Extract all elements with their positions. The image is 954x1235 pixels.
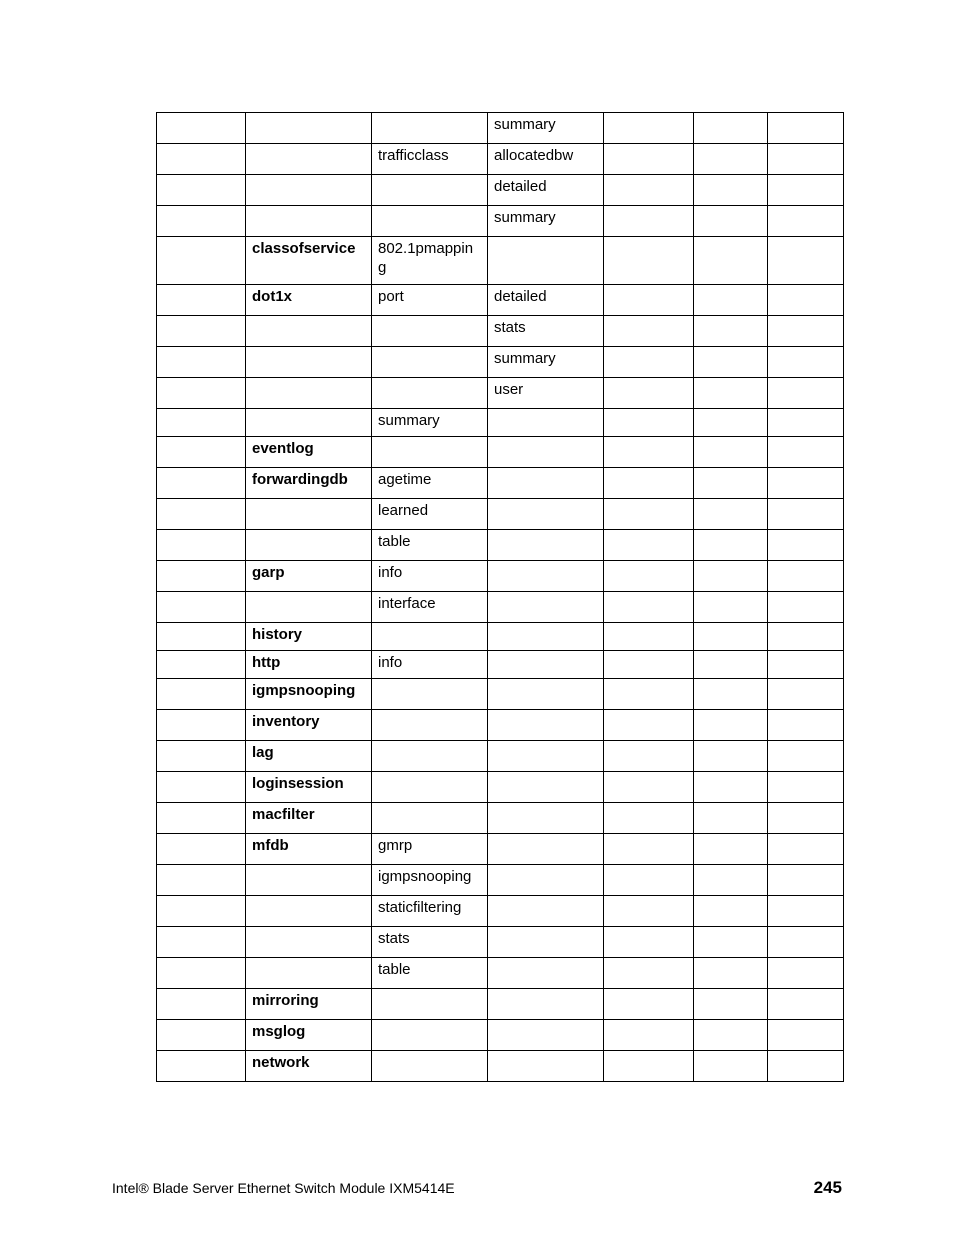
table-cell-c7	[768, 896, 844, 927]
table-cell-c3: 802.1pmapping	[372, 237, 488, 285]
table-row	[157, 592, 844, 623]
table-cell-c7	[768, 651, 844, 679]
table-cell-c4	[488, 679, 604, 710]
table-row	[157, 468, 844, 499]
table-cell-c6	[694, 530, 768, 561]
table-cell-c5	[604, 437, 694, 468]
table-cell-c7	[768, 206, 844, 237]
table-cell-c3	[372, 113, 488, 144]
table-cell-c7	[768, 623, 844, 651]
table-cell-c7	[768, 1051, 844, 1082]
table-cell-c6	[694, 741, 768, 772]
table-row	[157, 437, 844, 468]
table-row	[157, 347, 844, 378]
table-cell-c3	[372, 679, 488, 710]
table-cell-c2	[246, 409, 372, 437]
table-cell-c1	[157, 113, 246, 144]
table-cell-c4	[488, 989, 604, 1020]
footer-title: Intel® Blade Server Ethernet Switch Module IXM5414E	[112, 1180, 455, 1196]
table-cell-c7	[768, 679, 844, 710]
table-cell-c2: classofservice	[246, 237, 372, 285]
table-cell-c7	[768, 1020, 844, 1051]
table-row	[157, 679, 844, 710]
table-cell-c6	[694, 989, 768, 1020]
table-cell-c3	[372, 623, 488, 651]
table-cell-c7	[768, 803, 844, 834]
table-cell-c5	[604, 468, 694, 499]
table-cell-c1	[157, 772, 246, 803]
table-cell-c7	[768, 144, 844, 175]
table-cell-c5	[604, 772, 694, 803]
table-cell-c5	[604, 865, 694, 896]
table-row	[157, 623, 844, 651]
table-cell-c7	[768, 530, 844, 561]
table-cell-c2	[246, 865, 372, 896]
table-cell-c5	[604, 679, 694, 710]
table-cell-c4	[488, 834, 604, 865]
table-cell-c7	[768, 772, 844, 803]
table-cell-c5	[604, 927, 694, 958]
table-cell-c5	[604, 206, 694, 237]
table-cell-c1	[157, 237, 246, 285]
table-cell-c6	[694, 896, 768, 927]
table-cell-c2	[246, 316, 372, 347]
table-cell-c1	[157, 896, 246, 927]
table-row	[157, 144, 844, 175]
table-cell-c2: mfdb	[246, 834, 372, 865]
table-cell-c4	[488, 561, 604, 592]
table-cell-c1	[157, 468, 246, 499]
table-cell-c7	[768, 927, 844, 958]
table-cell-c5	[604, 175, 694, 206]
table-cell-c5	[604, 1051, 694, 1082]
table-cell-c3: interface	[372, 592, 488, 623]
table-cell-c4	[488, 865, 604, 896]
table-cell-c7	[768, 347, 844, 378]
table-cell-c5	[604, 561, 694, 592]
table-cell-c6	[694, 144, 768, 175]
table-cell-c3: agetime	[372, 468, 488, 499]
table-cell-c5	[604, 113, 694, 144]
table-cell-c1	[157, 989, 246, 1020]
table-cell-c7	[768, 989, 844, 1020]
table-cell-c2: msglog	[246, 1020, 372, 1051]
table-cell-c1	[157, 651, 246, 679]
table-cell-c1	[157, 409, 246, 437]
table-cell-c1	[157, 1020, 246, 1051]
table-cell-c1	[157, 499, 246, 530]
table-row	[157, 989, 844, 1020]
table-cell-c4: detailed	[488, 175, 604, 206]
table-cell-c3: stats	[372, 927, 488, 958]
table-cell-c3	[372, 206, 488, 237]
table-cell-c2: dot1x	[246, 285, 372, 316]
table-cell-c4	[488, 623, 604, 651]
table-cell-c3	[372, 1051, 488, 1082]
table-cell-c6	[694, 237, 768, 285]
table-cell-c3: table	[372, 530, 488, 561]
table-cell-c2: history	[246, 623, 372, 651]
table-cell-c6	[694, 175, 768, 206]
table-cell-c1	[157, 865, 246, 896]
table-cell-c6	[694, 651, 768, 679]
table-cell-c3	[372, 741, 488, 772]
table-cell-c3	[372, 772, 488, 803]
page-number: 245	[813, 1178, 842, 1197]
table-cell-c6	[694, 285, 768, 316]
table-cell-c7	[768, 865, 844, 896]
table-cell-c2	[246, 530, 372, 561]
table-cell-c1	[157, 679, 246, 710]
table-cell-c1	[157, 592, 246, 623]
table-cell-c3	[372, 175, 488, 206]
table-cell-c6	[694, 113, 768, 144]
table-cell-c3: gmrp	[372, 834, 488, 865]
table-cell-c5	[604, 409, 694, 437]
table-cell-c2: mirroring	[246, 989, 372, 1020]
table-cell-c4: summary	[488, 347, 604, 378]
table-cell-c7	[768, 499, 844, 530]
table-row	[157, 958, 844, 989]
table-row	[157, 1020, 844, 1051]
table-cell-c6	[694, 958, 768, 989]
table-cell-c7	[768, 175, 844, 206]
table-cell-c4	[488, 499, 604, 530]
table-cell-c6	[694, 409, 768, 437]
table-cell-c4: summary	[488, 206, 604, 237]
table-cell-c3: staticfiltering	[372, 896, 488, 927]
table-cell-c3: info	[372, 651, 488, 679]
table-cell-c7	[768, 113, 844, 144]
command-table	[156, 112, 844, 1082]
table-cell-c3	[372, 989, 488, 1020]
table-row	[157, 206, 844, 237]
table-cell-c1	[157, 144, 246, 175]
table-cell-c5	[604, 347, 694, 378]
table-cell-c5	[604, 834, 694, 865]
table-cell-c6	[694, 499, 768, 530]
table-cell-c4	[488, 592, 604, 623]
table-cell-c6	[694, 803, 768, 834]
table-cell-c1	[157, 958, 246, 989]
table-cell-c3	[372, 347, 488, 378]
table-cell-c7	[768, 437, 844, 468]
table-cell-c3	[372, 803, 488, 834]
table-cell-c5	[604, 1020, 694, 1051]
table-cell-c4: stats	[488, 316, 604, 347]
table-cell-c4	[488, 803, 604, 834]
table-cell-c6	[694, 710, 768, 741]
table-cell-c4	[488, 1020, 604, 1051]
table-cell-c2: garp	[246, 561, 372, 592]
table-cell-c5	[604, 803, 694, 834]
table-cell-c7	[768, 378, 844, 409]
table-cell-c7	[768, 592, 844, 623]
table-row	[157, 896, 844, 927]
table-cell-c5	[604, 237, 694, 285]
table-cell-c1	[157, 285, 246, 316]
table-cell-c1	[157, 803, 246, 834]
table-cell-c2: loginsession	[246, 772, 372, 803]
table-cell-c1	[157, 927, 246, 958]
table-row	[157, 409, 844, 437]
table-cell-c1	[157, 530, 246, 561]
table-cell-c4: user	[488, 378, 604, 409]
table-cell-c3: trafficclass	[372, 144, 488, 175]
table-row	[157, 378, 844, 409]
table-cell-c1	[157, 437, 246, 468]
table-row	[157, 651, 844, 679]
table-cell-c6	[694, 927, 768, 958]
table-cell-c6	[694, 347, 768, 378]
table-cell-c5	[604, 989, 694, 1020]
table-cell-c2: http	[246, 651, 372, 679]
table-cell-c4	[488, 772, 604, 803]
table-cell-c4	[488, 437, 604, 468]
table-cell-c3: info	[372, 561, 488, 592]
table-row	[157, 499, 844, 530]
table-cell-c4: detailed	[488, 285, 604, 316]
table-cell-c5	[604, 144, 694, 175]
table-cell-c3: table	[372, 958, 488, 989]
table-cell-c4	[488, 896, 604, 927]
table-row	[157, 834, 844, 865]
table-cell-c6	[694, 592, 768, 623]
table-cell-c1	[157, 834, 246, 865]
table-cell-c3	[372, 437, 488, 468]
table-row	[157, 237, 844, 285]
table-cell-c1	[157, 316, 246, 347]
table-cell-c6	[694, 437, 768, 468]
table-cell-c4	[488, 710, 604, 741]
table-row	[157, 285, 844, 316]
table-cell-c3	[372, 1020, 488, 1051]
table-cell-c5	[604, 530, 694, 561]
table-cell-c5	[604, 316, 694, 347]
command-table-body	[157, 113, 844, 1082]
table-cell-c4	[488, 237, 604, 285]
table-row	[157, 927, 844, 958]
table-cell-c1	[157, 347, 246, 378]
table-cell-c5	[604, 378, 694, 409]
table-cell-c5	[604, 958, 694, 989]
table-cell-c7	[768, 409, 844, 437]
table-row	[157, 865, 844, 896]
table-cell-c2: forwardingdb	[246, 468, 372, 499]
table-row	[157, 561, 844, 592]
table-cell-c1	[157, 378, 246, 409]
table-cell-c4	[488, 741, 604, 772]
table-cell-c6	[694, 623, 768, 651]
table-cell-c2	[246, 592, 372, 623]
table-cell-c5	[604, 741, 694, 772]
table-cell-c1	[157, 561, 246, 592]
table-cell-c3	[372, 378, 488, 409]
table-cell-c6	[694, 316, 768, 347]
table-cell-c1	[157, 175, 246, 206]
table-cell-c7	[768, 741, 844, 772]
table-cell-c7	[768, 834, 844, 865]
table-cell-c6	[694, 561, 768, 592]
table-cell-c4	[488, 530, 604, 561]
table-cell-c4	[488, 409, 604, 437]
table-cell-c2: macfilter	[246, 803, 372, 834]
table-cell-c4	[488, 958, 604, 989]
table-cell-c2	[246, 378, 372, 409]
table-cell-c5	[604, 651, 694, 679]
table-cell-c1	[157, 623, 246, 651]
table-cell-c4	[488, 651, 604, 679]
table-cell-c6	[694, 772, 768, 803]
table-cell-c3: learned	[372, 499, 488, 530]
table-cell-c6	[694, 206, 768, 237]
table-row	[157, 530, 844, 561]
table-cell-c4	[488, 927, 604, 958]
table-cell-c2: eventlog	[246, 437, 372, 468]
table-cell-c2	[246, 347, 372, 378]
table-cell-c2: igmpsnooping	[246, 679, 372, 710]
table-cell-c6	[694, 468, 768, 499]
table-cell-c6	[694, 378, 768, 409]
table-cell-c3: port	[372, 285, 488, 316]
table-cell-c2	[246, 896, 372, 927]
table-cell-c7	[768, 958, 844, 989]
table-cell-c2	[246, 175, 372, 206]
table-cell-c5	[604, 592, 694, 623]
table-cell-c2	[246, 206, 372, 237]
table-cell-c7	[768, 710, 844, 741]
table-cell-c2	[246, 144, 372, 175]
table-cell-c5	[604, 896, 694, 927]
table-row	[157, 710, 844, 741]
table-cell-c4: summary	[488, 113, 604, 144]
table-cell-c1	[157, 1051, 246, 1082]
table-cell-c6	[694, 1020, 768, 1051]
table-cell-c7	[768, 316, 844, 347]
table-cell-c3: summary	[372, 409, 488, 437]
table-cell-c6	[694, 1051, 768, 1082]
table-row	[157, 113, 844, 144]
table-cell-c7	[768, 237, 844, 285]
table-cell-c2: inventory	[246, 710, 372, 741]
table-row	[157, 772, 844, 803]
table-cell-c4	[488, 1051, 604, 1082]
table-cell-c1	[157, 206, 246, 237]
table-row	[157, 803, 844, 834]
table-cell-c4: allocatedbw	[488, 144, 604, 175]
table-cell-c4	[488, 468, 604, 499]
table-cell-c2	[246, 113, 372, 144]
table-row	[157, 1051, 844, 1082]
table-cell-c3: igmpsnooping	[372, 865, 488, 896]
table-row	[157, 316, 844, 347]
table-cell-c2	[246, 499, 372, 530]
table-cell-c7	[768, 468, 844, 499]
table-cell-c2	[246, 927, 372, 958]
table-row	[157, 741, 844, 772]
table-cell-c5	[604, 623, 694, 651]
table-cell-c6	[694, 834, 768, 865]
table-cell-c2: lag	[246, 741, 372, 772]
table-cell-c2	[246, 958, 372, 989]
table-cell-c7	[768, 285, 844, 316]
table-cell-c5	[604, 710, 694, 741]
table-cell-c7	[768, 561, 844, 592]
table-cell-c6	[694, 679, 768, 710]
table-cell-c1	[157, 710, 246, 741]
table-cell-c5	[604, 499, 694, 530]
table-cell-c6	[694, 865, 768, 896]
table-row	[157, 175, 844, 206]
table-cell-c1	[157, 741, 246, 772]
table-cell-c3	[372, 710, 488, 741]
table-cell-c5	[604, 285, 694, 316]
table-cell-c3	[372, 316, 488, 347]
table-cell-c2: network	[246, 1051, 372, 1082]
